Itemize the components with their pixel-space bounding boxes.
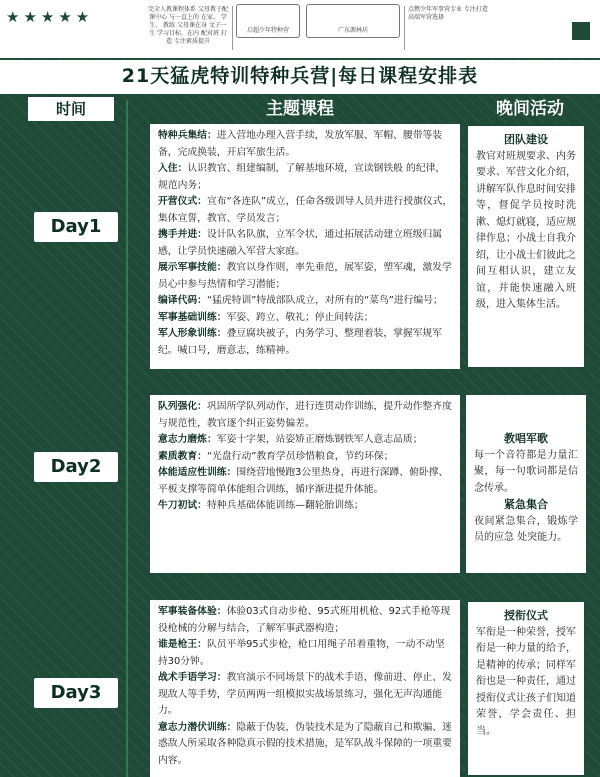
page-title: 21天猛虎特训特种兵营|每日课程安排表 bbox=[0, 60, 600, 94]
time-column-header: 时间 bbox=[28, 97, 114, 121]
course-item: 战术手语学习：教官演示不同场景下的战术手语，像前进、停止、发现敌人等手势，学员两两一组模拟实战场景练习，强化无声沟通能力。 bbox=[158, 672, 452, 716]
evening-text: 教官对班规要求、内务要求、军营文化介绍，讲解军队作息时间安排等，督促学员按时洗漱、熄灯就寝，适应规律作息；小战士自我介绍，让小战士们彼此之间互相认识，建立友谊，并能快速融入班级，进入集体生活。 bbox=[476, 150, 576, 310]
course-item: 谁是枪王：队员平举95式步枪，枪口用绳子吊着重物，一动不动坚持30分钟。 bbox=[158, 639, 445, 667]
course-item: 军人形象训练：叠豆腐块被子，内务学习、整理着装，掌握军规军纪。喊口号，磨意志，练精神。 bbox=[158, 328, 443, 356]
logo-camp-icon: 启超少年特种营 bbox=[236, 4, 300, 38]
course-item: 牛刀初试：特种兵基础体能训练—翻轮胎训练； bbox=[158, 500, 364, 511]
header-band bbox=[0, 0, 600, 58]
logo-partner-icon: 广东源林坊 bbox=[306, 4, 400, 38]
course-item: 携手并进：设计队名队旗，立军令状，通过拓展活动建立班级归属感，让学员快速融入军营大家庭。 bbox=[158, 229, 443, 257]
square-decoration-icon bbox=[572, 22, 590, 40]
day2-main-cell bbox=[150, 395, 460, 573]
header-right-text: 点燃少年军事营专业 专注打造高端军营选择 bbox=[408, 6, 488, 21]
header-divider bbox=[232, 6, 233, 50]
header-divider bbox=[404, 6, 405, 50]
star-decoration-icon: ★★★★★ bbox=[6, 8, 94, 26]
course-item: 军事装备体验：体验03式自动步枪、95式班用机枪、92式手枪等现役枪械的分解与结合，了解军事武器构造； bbox=[158, 606, 451, 634]
course-item: 展示军事技能：教官以身作则，率先垂范，展军姿，塑军魂，激发学员心中参与热情和学习潜能； bbox=[158, 262, 452, 290]
course-item: 开营仪式：宣布“各连队”成立，任命各级训导人员并进行授旗仪式，集体宣誓，教官、学员发言； bbox=[158, 196, 453, 224]
course-item: 队列强化：巩固所学队列动作，进行连贯动作训练，提升动作整齐度与规范性，教官逐个纠正姿势偏差。 bbox=[158, 401, 452, 429]
course-item: 入住：认识教官、组建编制，了解基地环境，宣读钢铁般 的纪律，规范内务； bbox=[158, 163, 446, 191]
course-item: 体能适应性训练：围绕营地慢跑3公里热身，再进行深蹲、俯卧撑、平板支撑等简单体能组合训练，循序渐进提升体能。 bbox=[158, 467, 449, 495]
course-item: 意志力磨炼：军姿十字架，站姿矫正磨炼钢铁军人意志品质； bbox=[158, 434, 423, 445]
course-item: 编译代码：“猛虎特训”特战部队成立，对所有的“菜鸟”进行编号； bbox=[158, 295, 443, 306]
day1-evening-cell bbox=[466, 124, 586, 369]
day3-main-cell bbox=[150, 600, 460, 777]
evening-title: 教唱军歌 bbox=[504, 432, 548, 445]
evening-text: 夜间紧急集合，锻炼学员的应急 处突能力。 bbox=[474, 515, 578, 543]
day3-evening-cell bbox=[466, 600, 586, 777]
evening-title: 紧急集合 bbox=[504, 498, 548, 511]
day-label: Day2 bbox=[34, 452, 118, 482]
day-label: Day1 bbox=[34, 212, 118, 242]
course-item: 素质教育：“光盘行动”教育学员珍惜粮食，节约环保； bbox=[158, 450, 394, 462]
course-item: 特种兵集结：进入营地办理入营手续，发放军服、军帽、腰带等装备，完成换装，开启军旅生活。 bbox=[158, 130, 443, 158]
course-item: 意志力潜伏训练：隐蔽于伪装，伪装技术是为了隐蔽自己和欺骗、迷惑敌人所采取各种隐真示假的技术措施，是军队战斗保障的一项重要内容。 bbox=[158, 721, 452, 766]
evening-text: 每一个音符都是力量汇聚，每一句歌词都是信念传承。 bbox=[474, 449, 578, 494]
evening-column-header: 晚间活动 bbox=[496, 99, 564, 119]
evening-title: 团队建设 bbox=[504, 133, 548, 146]
day-label: Day3 bbox=[34, 678, 118, 708]
evening-text: 军衔是一种荣誉，授军衔是一种力量的给予，是精神的传承；同样军衔也是一种责任，通过授衔仪式让孩子们知道荣誉，学会责任、担当。 bbox=[476, 626, 576, 737]
evening-title: 授衔仪式 bbox=[504, 609, 548, 622]
left-divider bbox=[126, 100, 128, 777]
main-column-header: 主题课程 bbox=[266, 99, 334, 119]
header-left-text: 完全人教课程体系 父母教子配课中心 与一直上的 在家、 学生、 教练 父母课在身 文子一生 学习目标、在内 配对班 打造 专注素质提升 bbox=[148, 6, 228, 45]
day1-main-cell bbox=[150, 124, 460, 369]
course-item: 军事基础训练：军姿、跨立、敬礼；停止间转法； bbox=[158, 311, 374, 323]
day2-evening-cell bbox=[466, 395, 586, 573]
